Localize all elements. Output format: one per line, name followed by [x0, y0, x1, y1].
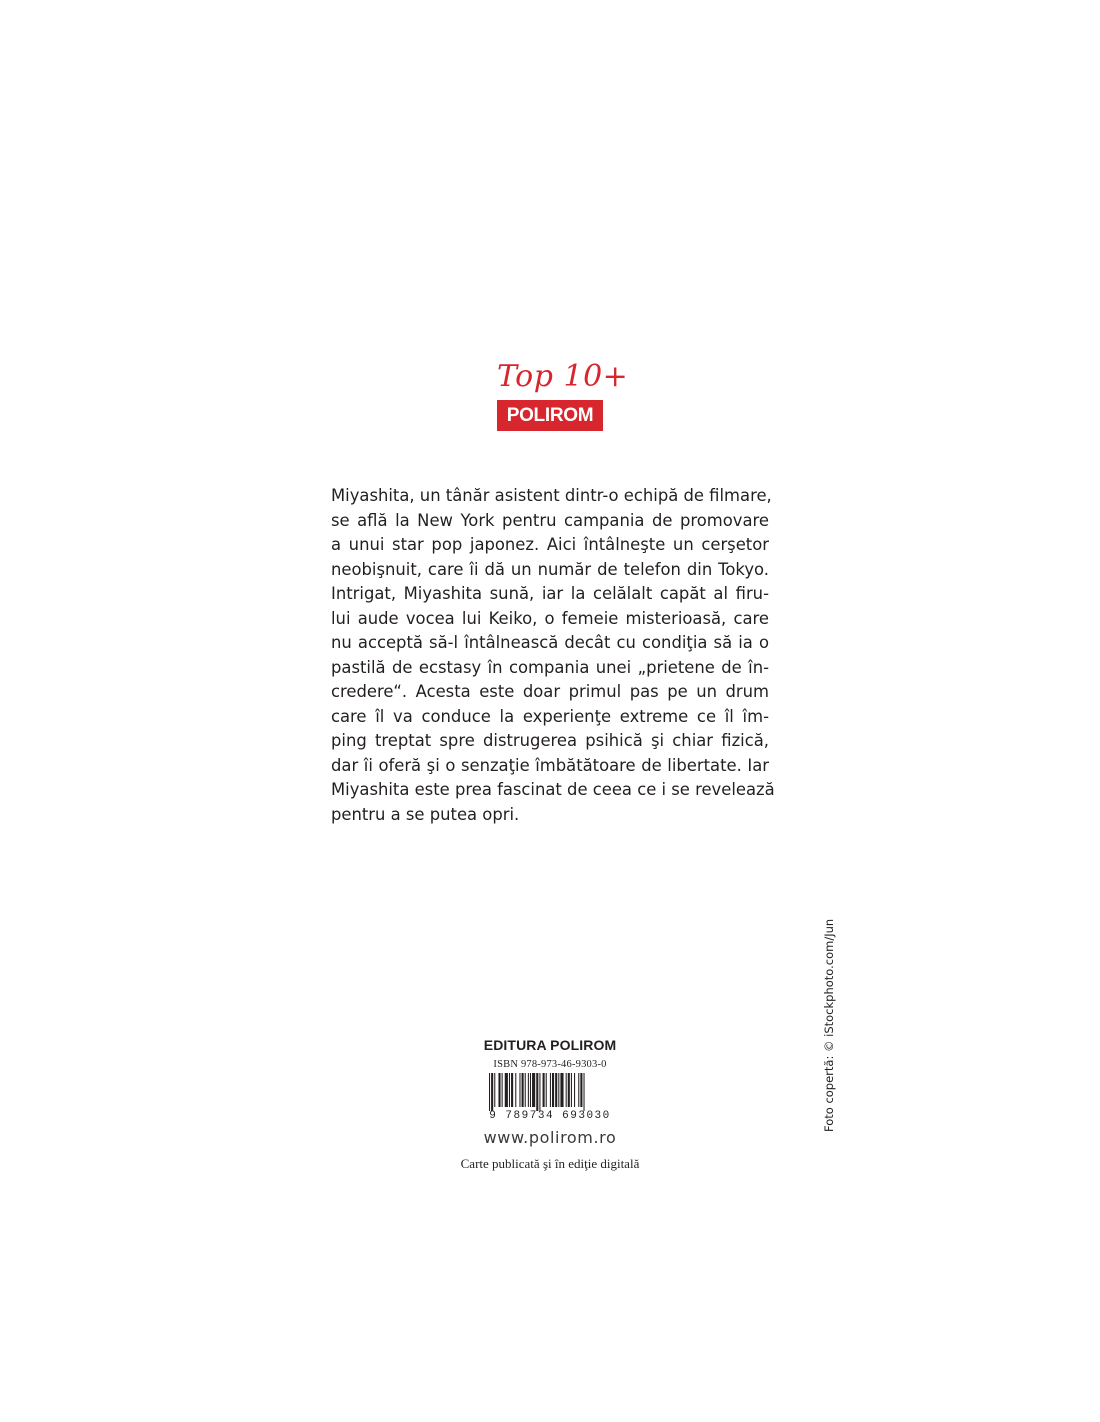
barcode-bar [511, 1073, 513, 1107]
publisher-name: EDITURA POLIROM [483, 1037, 617, 1053]
barcode-bar [552, 1073, 554, 1107]
barcode-bar [491, 1073, 493, 1111]
barcode-bar [489, 1073, 490, 1111]
barcode-bar [515, 1073, 516, 1107]
blurb-line: Miyashita este prea fascinat de ceea ce i se revelează [331, 780, 775, 799]
blurb-line: se află la New York pentru campania de promovare [331, 510, 769, 530]
barcode-bar [530, 1073, 531, 1107]
barcode-digits: 9 789734 693030 [489, 1110, 611, 1122]
blurb-line: a unui star pop japonez. Aici întâlneşte un cerşetor [331, 535, 769, 554]
barcode-bar [574, 1073, 575, 1107]
barcode-bar [566, 1073, 567, 1107]
barcode-bar [505, 1073, 508, 1107]
blurb-line: Miyashita, un tânăr asistent dintr-o echipă de filmare, [331, 486, 772, 505]
barcode-bar [578, 1073, 579, 1107]
barcode-bar [525, 1073, 526, 1107]
publisher-badge: POLIROM [497, 400, 603, 431]
series-logo [497, 359, 629, 431]
barcode-bar [539, 1073, 540, 1111]
barcode-bar [536, 1073, 538, 1111]
barcode-bar [543, 1073, 545, 1107]
blurb-line: care îl va conduce la experienţe extreme ce îl îm- [331, 706, 769, 726]
publisher-website: www.polirom.ro [483, 1128, 617, 1147]
barcode-bar [509, 1073, 510, 1107]
barcode-bar [558, 1073, 559, 1107]
blurb-line: ping treptat spre distrugerea psihică şi chiar fizică, [331, 731, 769, 750]
barcode-bar [528, 1073, 529, 1107]
back-cover-blurb [331, 484, 775, 827]
isbn-number: ISBN 978-973-46-9303-0 [493, 1059, 607, 1070]
isbn-barcode [482, 1059, 618, 1125]
barcode-bar [584, 1073, 585, 1111]
barcode-bar [560, 1073, 563, 1107]
blurb-line: dar îi oferă şi o senzaţie îmbătătoare de libertate. Iar [331, 755, 769, 775]
barcode-bar [580, 1073, 582, 1107]
barcode-bar [498, 1073, 500, 1107]
barcode-bar [494, 1073, 495, 1107]
barcode-bar [522, 1073, 524, 1107]
blurb-line: pentru a se putea opri. [331, 804, 520, 824]
imprint-block [430, 1036, 670, 1172]
digital-edition-note: Carte publicată şi în ediţie digitală [460, 1156, 640, 1171]
blurb-line: credere“. Acesta este doar primul pas pe un drum [331, 682, 769, 701]
blurb-line: nu acceptă să-l întâlnească decât cu condiţia să ia o [331, 633, 769, 652]
barcode-bar [546, 1073, 547, 1107]
barcode-bar [550, 1073, 551, 1107]
photo-credit: Foto copertă: © iStockphoto.com/Jun [822, 918, 836, 1132]
blurb-line: lui aude vocea lui Keiko, o femeie misterioasă, care [331, 608, 769, 628]
blurb-line: pastilă de ecstasy în compania unei „prietene de în- [331, 657, 769, 677]
barcode-bars [485, 1073, 615, 1111]
barcode-bar [532, 1073, 535, 1107]
barcode-bar [502, 1073, 503, 1107]
blurb-line: neobişnuit, care îi dă un număr de telefon din Tokyo. [331, 559, 769, 579]
barcode-bar [519, 1073, 520, 1107]
barcode-bar [555, 1073, 557, 1107]
barcode-bar [571, 1073, 572, 1107]
blurb-line: Intrigat, Miyashita sună, iar la celălalt capăt al firu- [331, 584, 769, 603]
barcode-bar [568, 1073, 570, 1107]
series-name: Top 10+ [497, 359, 629, 394]
